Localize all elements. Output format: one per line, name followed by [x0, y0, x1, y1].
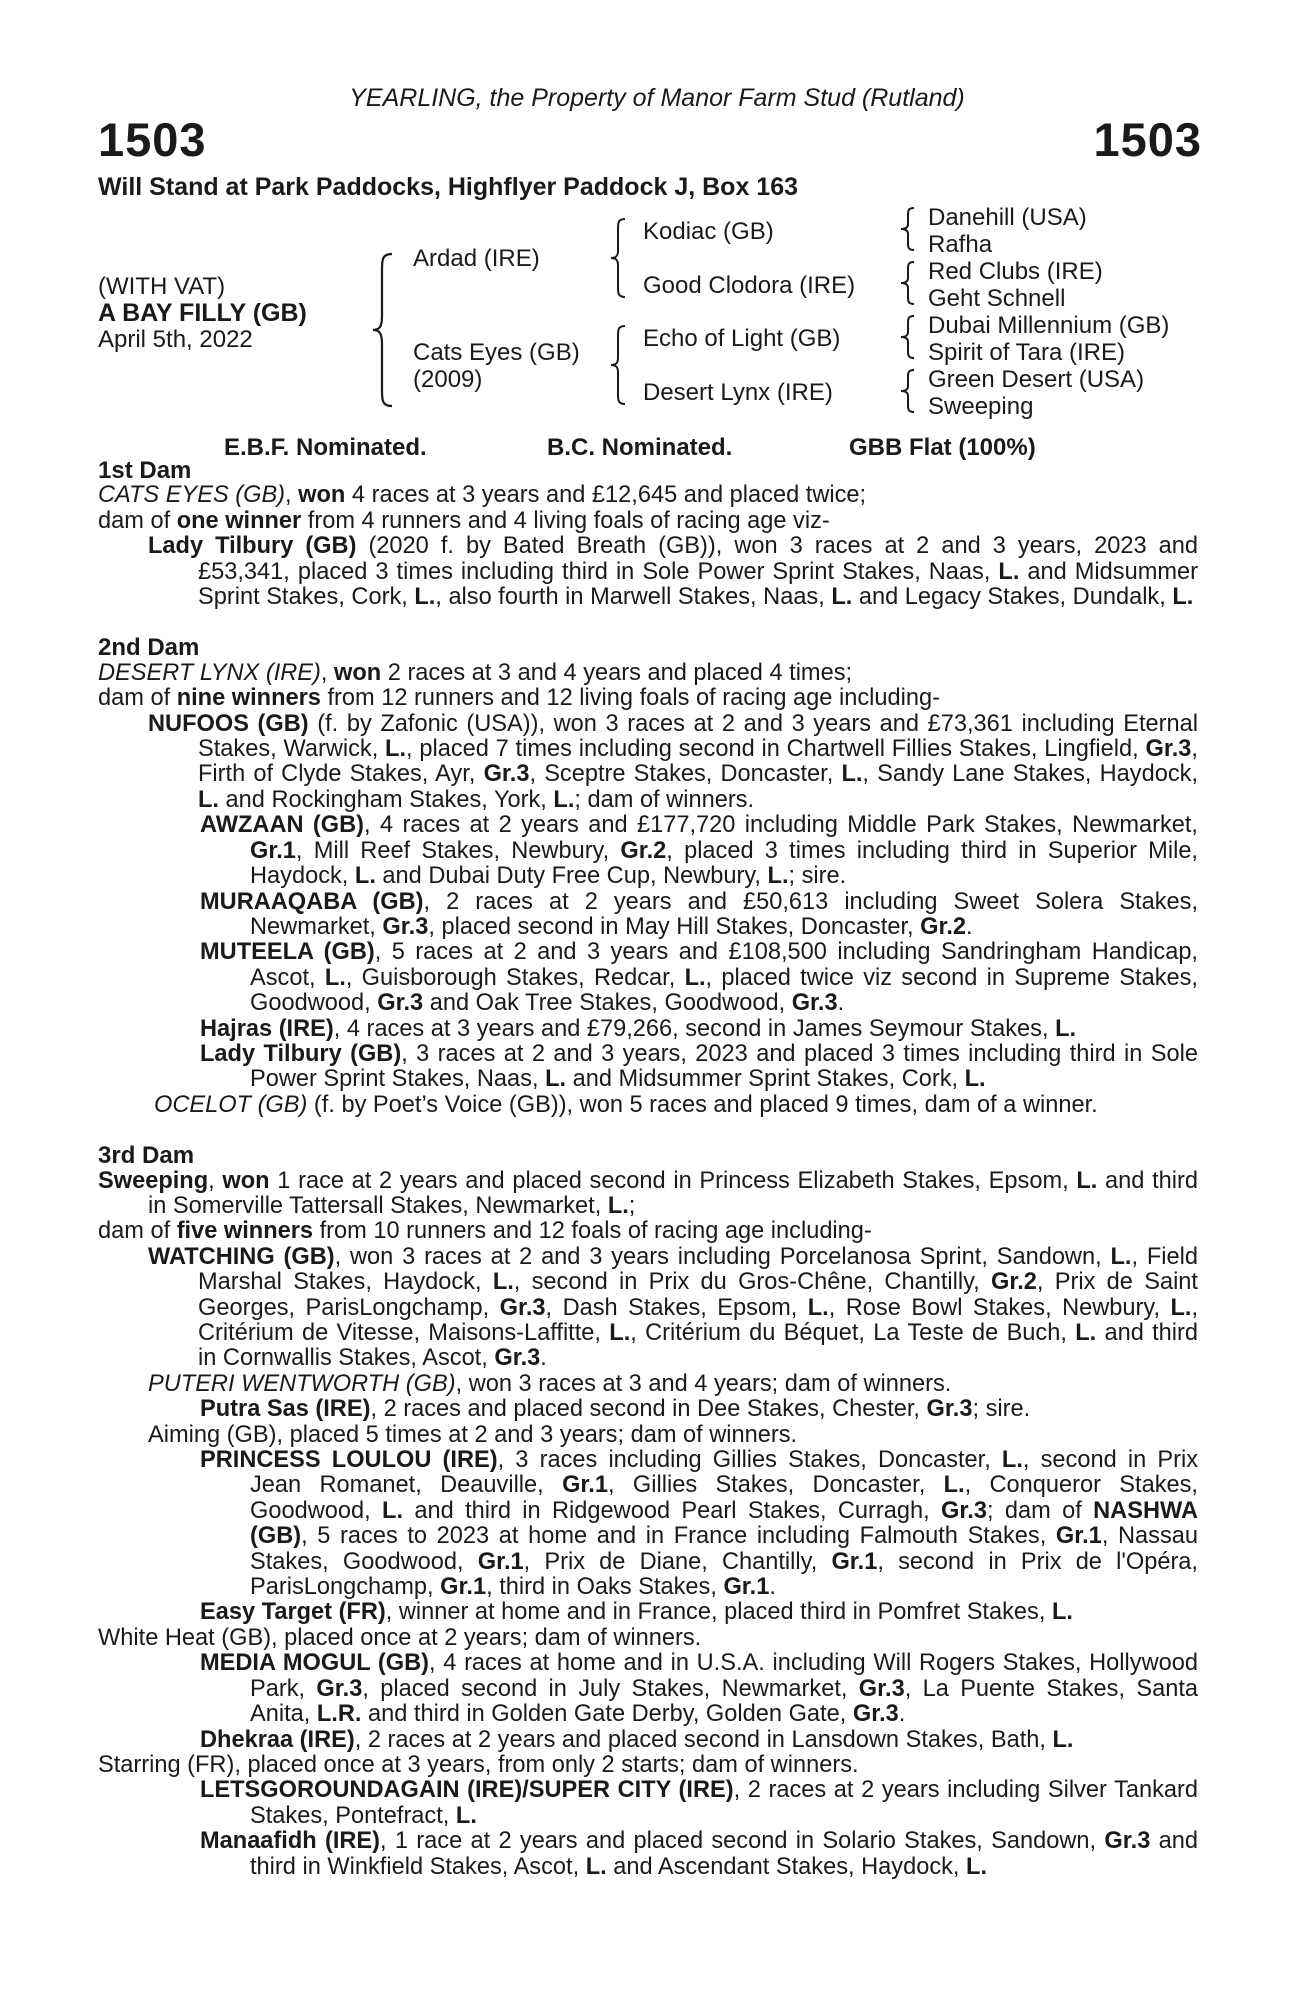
dam3-entry: Aiming (GB), placed 5 times at 2 and 3 years; dam of winners.: [148, 1421, 798, 1448]
dam2-entry: AWZAAN (GB), 4 races at 2 years and £177,720 including Middle Park Stakes, Newmarket, Gr.1, Mill Reef Stakes, Newbury, Gr.2, placed 3 times including third in Superior Mile, Haydock, L. and Dubai Duty Free Cup, Newbury, L.; sire.: [200, 812, 1198, 890]
dam1-produce-line: dam of one winner from 4 runners and 4 living foals of racing age viz-: [98, 507, 830, 534]
dam3-entry: PRINCESS LOULOU (IRE), 3 races including Gillies Stakes, Doncaster, L., second in Prix Jean Romanet, Deauville, Gr.1, Gillies Stakes, Doncaster, L., Conqueror Stakes, Goodwood, L. and third in Ridgewood Pearl Stakes, Curragh, Gr.3; dam of NASHWA (GB), 5 races to 2023 at home and in France including Falmouth Stakes, Gr.1, Nassau Stakes, Goodwood, Gr.1, Prix de Diane, Chantilly, Gr.1, second in Prix de l'Opéra, ParisLongchamp, Gr.1, third in Oaks Stakes, Gr.1.: [200, 1447, 1198, 1601]
great-grandsire-4: Green Desert (USA): [928, 366, 1145, 393]
dam3-entry: WATCHING (GB), won 3 races at 2 and 3 years including Porcelanosa Sprint, Sandown, L., Field Marshal Stakes, Haydock, L., second in Prix du Gros-Chêne, Chantilly, Gr.2, Prix de Saint Georges, ParisLongchamp, Gr.3, Dash Stakes, Epsom, L., Rose Bowl Stakes, Newbury, L., Critérium de Vitesse, Maisons-Laffitte, L., Critérium du Béquet, La Teste de Buch, L. and third in Cornwallis Stakes, Ascot, Gr.3.: [148, 1243, 1199, 1372]
dam-dam: Desert Lynx (IRE): [643, 379, 833, 406]
dam-sire: Echo of Light (GB): [643, 325, 841, 352]
section-heading-1st-dam: 1st Dam: [98, 457, 192, 484]
dam3-entry: Easy Target (FR), winner at home and in France, placed third in Pomfret Stakes, L.: [200, 1599, 1073, 1626]
ebf-nomination: E.B.F. Nominated.: [224, 434, 427, 461]
dam3-line: Sweeping, won 1 race at 2 years and placed second in Princess Elizabeth Stakes, Epsom, L. and third in Somerville Tattersall Stakes, Newmarket, L.;: [98, 1167, 1198, 1219]
bc-nomination: B.C. Nominated.: [547, 434, 733, 461]
dam3-entry: Manaafidh (IRE), 1 race at 2 years and placed second in Solario Stakes, Sandown, Gr.3 and third in Winkfield Stakes, Ascot, L. and Ascendant Stakes, Haydock, L.: [200, 1828, 1198, 1880]
dam-year: (2009): [413, 366, 483, 393]
pedigree-brace-4: [897, 206, 919, 252]
dam2-entry: Lady Tilbury (GB), 3 races at 2 and 3 years, 2023 and placed 3 times including third in Sole Power Sprint Stakes, Naas, L. and Midsummer Sprint Stakes, Cork, L.: [200, 1040, 1198, 1093]
dam1-entry: Lady Tilbury (GB) (2020 f. by Bated Breath (GB)), won 3 races at 2 and 3 years, 2023 and £53,341, placed 3 times including third in Sole Power Sprint Stakes, Naas, L. and Midsummer Sprint Stakes, Cork, L., also fourth in Marwell Stakes, Naas, L. and Legacy Stakes, Dundalk, L.: [148, 533, 1198, 611]
dam3-entry: Dhekraa (IRE), 2 races at 2 years and placed second in Lansdown Stakes, Bath, L.: [200, 1726, 1074, 1753]
dam3-entry: White Heat (GB), placed once at 2 years; dam of winners.: [98, 1624, 702, 1651]
dam3-entry: MEDIA MOGUL (GB), 4 races at home and in U.S.A. including Will Rogers Stakes, Hollywood Park, Gr.3, placed second in July Stakes, Newmarket, Gr.3, La Puente Stakes, Santa Anita, L.R. and third in Golden Gate Derby, Golden Gate, Gr.3.: [200, 1650, 1198, 1728]
dam2-entry: MURAAQABA (GB), 2 races at 2 years and £50,613 including Sweet Solera Stakes, Newmarket, Gr.3, placed second in May Hill Stakes, Doncaster, Gr.2.: [200, 888, 1198, 940]
section-heading-2nd-dam: 2nd Dam: [98, 634, 200, 662]
dam2-entry: OCELOT (GB) (f. by Poet’s Voice (GB)), won 5 races and placed 9 times, dam of a winner.: [154, 1091, 1098, 1118]
section-heading-3rd-dam: 3rd Dam: [98, 1142, 195, 1170]
sire-sire: Kodiac (GB): [643, 218, 774, 245]
pedigree-brace-7: [897, 368, 919, 414]
sire-dam: Good Clodora (IRE): [643, 272, 856, 299]
great-granddam-4: Sweeping: [928, 393, 1034, 420]
pedigree-brace-5: [897, 260, 919, 306]
dam3-entry: LETSGOROUNDAGAIN (IRE)/SUPER CITY (IRE), 2 races at 2 years including Silver Tankard Stakes, Pontefract, L.: [200, 1777, 1198, 1829]
lot-name: A BAY FILLY (GB): [98, 299, 307, 327]
dam2-entry: NUFOOS (GB) (f. by Zafonic (USA)), won 3 races at 2 and 3 years and £73,361 including Eternal Stakes, Warwick, L., placed 7 times including second in Chartwell Fillies Stakes, Lingfield, Gr.3, Firth of Clyde Stakes, Ayr, Gr.3, Sceptre Stakes, Doncaster, L., Sandy Lane Stakes, Haydock, L. and Rockingham Stakes, York, L.; dam of winners.: [148, 710, 1198, 813]
pedigree-brace-1: [370, 252, 400, 408]
pedigree-brace-2: [607, 217, 631, 299]
great-granddam-1: Rafha: [928, 231, 993, 258]
dam1-line: CATS EYES (GB), won 4 races at 3 years and £12,645 and placed twice;: [98, 482, 867, 509]
lot-number-right: 1503: [1093, 113, 1202, 166]
dam2-entry: Hajras (IRE), 4 races at 3 years and £79,266, second in James Seymour Stakes, L.: [200, 1015, 1077, 1042]
gbb-flat: GBB Flat (100%): [849, 434, 1036, 461]
great-grandsire-3: Dubai Millennium (GB): [928, 312, 1170, 339]
dam3-produce-line: dam of five winners from 10 runners and 12 foals of racing age including-: [98, 1218, 872, 1245]
dam2-produce-line: dam of nine winners from 12 runners and 12 living foals of racing age including-: [98, 685, 940, 712]
great-granddam-2: Geht Schnell: [928, 285, 1066, 312]
sire-name: Ardad (IRE): [413, 245, 540, 272]
great-grandsire-2: Red Clubs (IRE): [928, 258, 1103, 285]
dam2-entry: MUTEELA (GB), 5 races at 2 and 3 years and £108,500 including Sandringham Handicap, Ascot, L., Guisborough Stakes, Redcar, L., placed twice viz second in Supreme Stakes, Goodwood, Gr.3 and Oak Tree Stakes, Goodwood, Gr.3.: [200, 939, 1198, 1017]
pedigree-brace-6: [897, 314, 919, 360]
dam3-entry: Putra Sas (IRE), 2 races and placed second in Dee Stakes, Chester, Gr.3; sire.: [200, 1396, 1031, 1423]
page-subtitle: YEARLING, the Property of Manor Farm Stud (Rutland): [349, 84, 965, 112]
dam3-entry: Starring (FR), placed once at 3 years, from only 2 starts; dam of winners.: [98, 1751, 859, 1778]
great-granddam-3: Spirit of Tara (IRE): [928, 339, 1125, 366]
lot-number-left: 1503: [98, 113, 207, 166]
dam-lines: [98, 458, 1198, 1880]
foaling-date: April 5th, 2022: [98, 326, 253, 353]
vat-note: (WITH VAT): [98, 273, 226, 300]
stand-location: Will Stand at Park Paddocks, Highflyer Paddock J, Box 163: [98, 173, 798, 201]
dam3-entry: PUTERI WENTWORTH (GB), won 3 races at 3 and 4 years; dam of winners.: [148, 1370, 952, 1397]
dam-name: Cats Eyes (GB): [413, 339, 580, 366]
dam2-line: DESERT LYNX (IRE), won 2 races at 3 and 4 years and placed 4 times;: [98, 659, 853, 686]
pedigree-brace-3: [607, 324, 631, 406]
great-grandsire-1: Danehill (USA): [928, 204, 1087, 231]
